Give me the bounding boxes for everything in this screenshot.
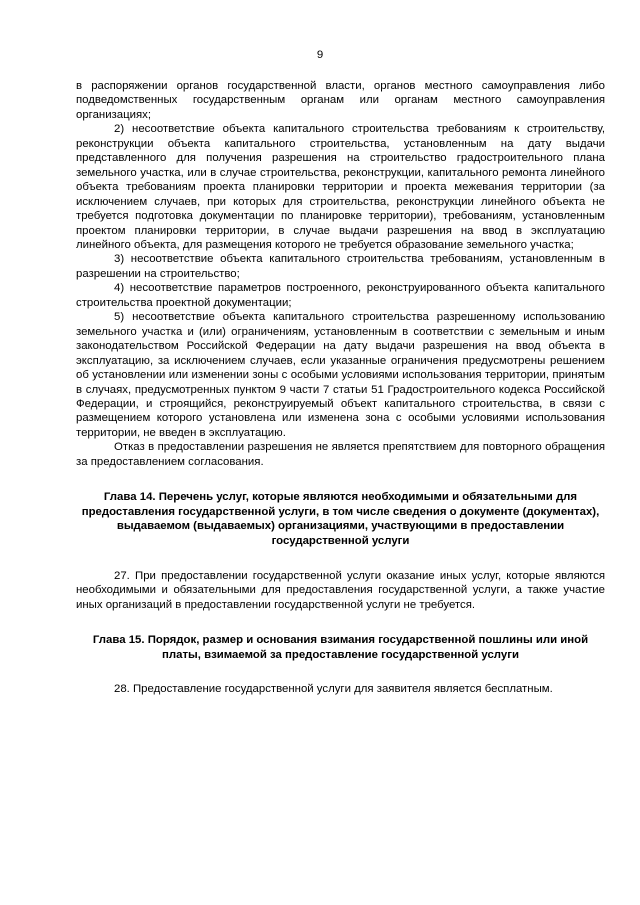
chapter-14-heading: Глава 14. Перечень услуг, которые являются необходимыми и обязательными для предоставления государственной услуги, в том числе сведения о документе (документах), выдаваемом (выдаваемых) организациями, участвующими в предоставлении государственной услуги (81, 491, 600, 548)
refusal-note: Отказ в предоставлении разрешения не является препятствием для повторного обращения за предоставлением согласования. (76, 441, 605, 468)
list-item-4: 4) несоответствие параметров построенного, реконструированного объекта капитального строительства проектной документации; (76, 282, 605, 309)
paragraph-27: 27. При предоставлении государственной услуги оказание иных услуг, которые являются необходимыми и обязательными для предоставления государственной услуги, а также участие иных организаций в предоставлении государственной услуги не требуется. (76, 569, 605, 611)
paragraph-continuation: в распоряжении органов государственной власти, органов местного самоуправления либо подведомственных государственным органам или органам местного самоуправления организациях; (76, 80, 605, 121)
list-item-3: 3) несоответствие объекта капитального строительства требованиям, установленным в разрешении на строительство; (76, 253, 605, 280)
list-item-2: 2) несоответствие объекта капитального строительства требованиям к строительству, реконструкции объекта капитального строительства, установленным на дату выдачи представленного для получения разрешения на строительство градостроительного плана земельного участка, или в случае строительства, реконструкции, капитального ремонта линейного объекта требованиям проекта планировки территории и проекта межевания территории (за исключением случаев, при которых для строительства, реконструкции линейного объекта не требуется подготовка документации по планировке территории), требованиям, установленным проектом планировки территории, в случае выдачи разрешения на ввод в эксплуатацию линейного объекта, для размещения которого не требуется образование земельного участка; (76, 123, 605, 251)
list-item-5: 5) несоответствие объекта капитального строительства разрешенному использованию земельного участка и (или) ограничениям, установленным в соответствии с земельным и иным законодательством Российской Федерации на дату выдачи разрешения на ввод объекта в эксплуатацию, за исключением случаев, если указанные ограничения предусмотрены решением об установлении или изменении зоны с особыми условиями использования территории, принятым в случаях, предусмотренных пунктом 9 части 7 статьи 51 Градостроительного кодекса Российской Федерации, и строящийся, реконструируемый объект капитального строительства, в связи с размещением которого установлена или изменена зона с особыми условиями использования территории, не введен в эксплуатацию. (76, 311, 605, 439)
document-body (76, 79, 605, 697)
page-number: 9 (316, 49, 324, 61)
chapter-15-heading: Глава 15. Порядок, размер и основания взимания государственной пошлины или иной платы, взимаемой за предоставление государственной услуги (92, 633, 589, 661)
paragraph-28: 28. Предоставление государственной услуги для заявителя является бесплатным. (114, 683, 553, 696)
